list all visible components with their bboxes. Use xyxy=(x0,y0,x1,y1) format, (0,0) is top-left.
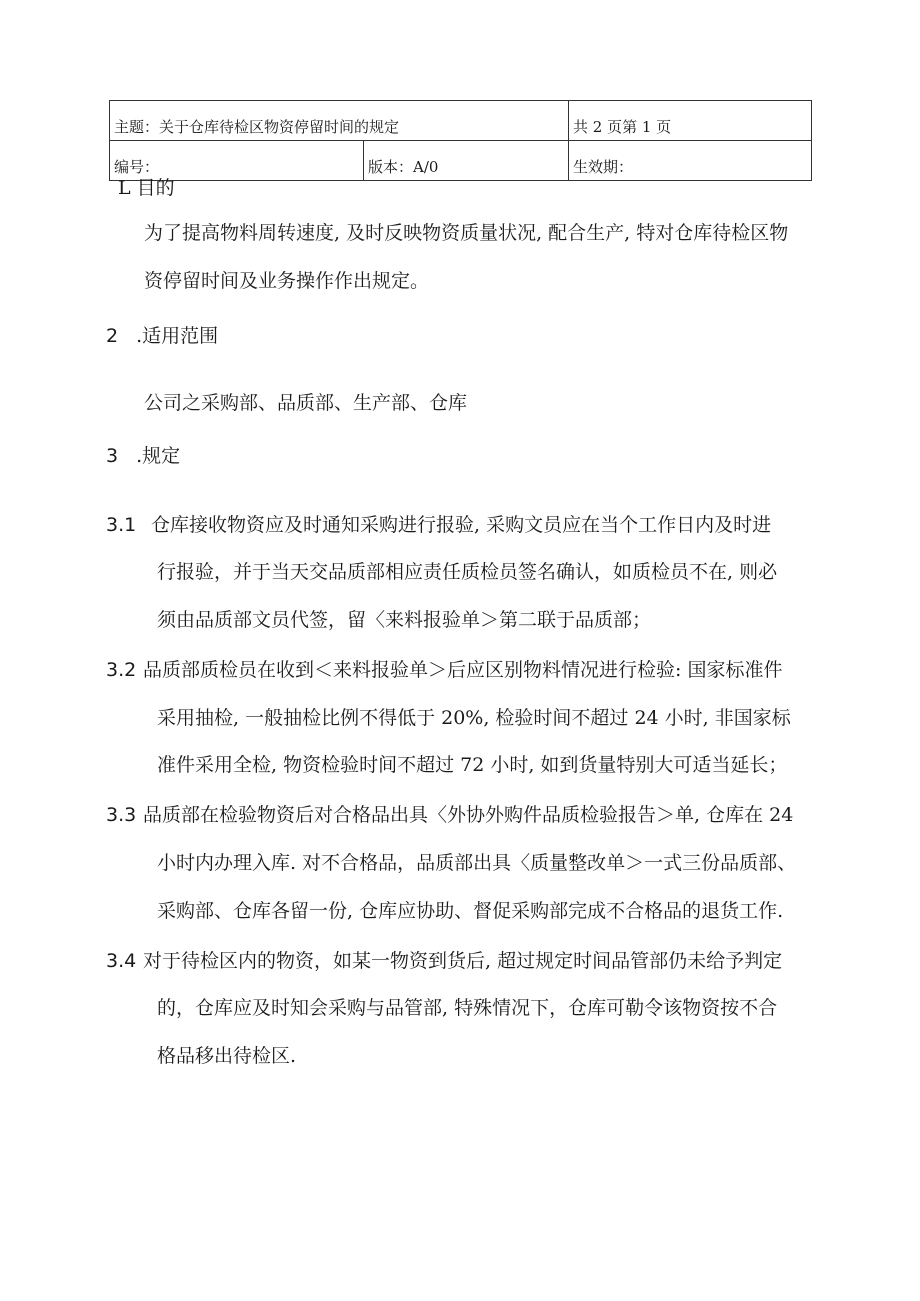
section-2-title: .适用范围 xyxy=(136,325,219,347)
clause-3-2-line: 采用抽检, 一般抽检比例不得低于 20%, 检验时间不超过 24 小时, 非国家标 xyxy=(157,707,791,729)
effective-date-cell: 生效期： xyxy=(569,141,812,181)
clause-3-3-line: 小时内办理入库. 对不合格品，品质部出具〈质量整改单＞一式三份品质部、 xyxy=(157,852,797,874)
clause-3-1-line: 行报验，并于当天交品质部相应责任质检员签名确认，如质检员不在, 则必 xyxy=(157,561,778,583)
clause-3-4-line: 格品移出待检区. xyxy=(157,1045,297,1067)
clause-3-4-line: 的，仓库应及时知会采购与品管部, 特殊情况下，仓库可勒令该物资按不合 xyxy=(157,997,778,1019)
version-cell: 版本：A/0 xyxy=(364,141,569,181)
section-3-heading xyxy=(106,444,180,468)
section-3-title: .规定 xyxy=(136,445,181,467)
clause-3-3-line: 品质部在检验物资后对合格品出具〈外协外购件品质检验报告＞单, 仓库在 24 xyxy=(143,804,794,826)
code-cell: 编号： xyxy=(110,141,364,181)
header-row-2 xyxy=(110,141,812,181)
header-row-1 xyxy=(110,101,812,141)
section-3-number: 3 xyxy=(106,445,119,467)
clause-3-1-line: 仓库接收物资应及时通知采购进行报验, 采购文员应在当个工作日内及时进 xyxy=(151,514,772,536)
clause-3-4-number: 3.4 xyxy=(106,950,137,972)
document-header-table xyxy=(109,100,812,181)
section-1-line: 为了提高物料周转速度, 及时反映物资质量状况, 配合生产, 特对仓库待检区物 xyxy=(144,222,789,244)
clause-3-2-line: 准件采用全检, 物资检验时间不超过 72 小时, 如到货量特别大可适当延长； xyxy=(157,754,788,776)
clause-3-3-number: 3.3 xyxy=(106,804,137,826)
section-1-heading: L 目的 xyxy=(118,177,175,199)
section-2-number: 2 xyxy=(106,325,119,347)
clause-3-4-line: 对于待检区内的物资，如某一物资到货后, 超过规定时间品管部仍未给予判定 xyxy=(143,950,783,972)
section-2-line: 公司之采购部、品质部、生产部、仓库 xyxy=(144,392,468,414)
clause-3-2-line: 品质部质检员在收到＜来料报验单＞后应区别物料情况进行检验: 国家标准件 xyxy=(143,659,783,681)
clause-3-3-line: 采购部、仓库各留一份, 仓库应协助、督促采购部完成不合格品的退货工作. xyxy=(157,900,784,922)
page-count-cell: 共 2 页第 1 页 xyxy=(569,101,812,141)
section-1-line: 资停留时间及业务操作作出规定。 xyxy=(144,270,430,292)
section-2-heading xyxy=(106,324,218,348)
clause-3-1-line: 须由品质部文员代签，留〈来料报验单＞第二联于品质部； xyxy=(157,609,652,631)
subject-cell: 主题：关于仓库待检区物资停留时间的规定 xyxy=(110,101,569,141)
clause-3-2-number: 3.2 xyxy=(106,659,137,681)
clause-3-1-number: 3.1 xyxy=(106,514,137,536)
